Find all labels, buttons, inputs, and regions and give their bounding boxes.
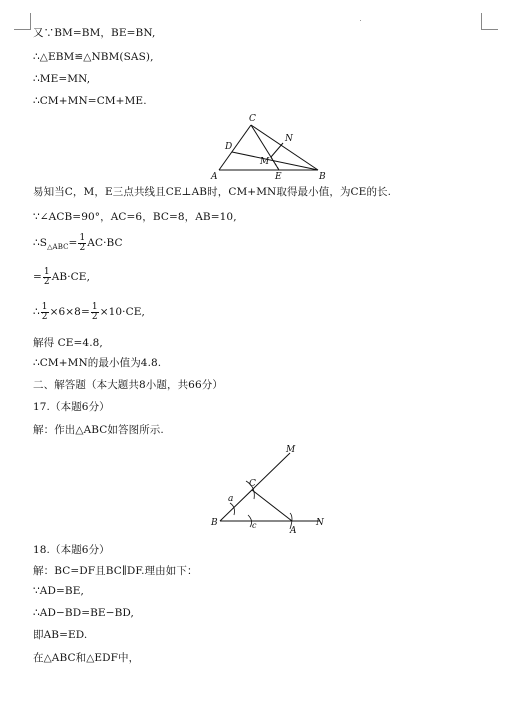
crop-mark-top-right bbox=[481, 13, 498, 30]
proof-line-7 bbox=[33, 233, 123, 257]
proof-line-10: 解得 CE=4.8, bbox=[33, 337, 103, 349]
fraction-denominator: 2 bbox=[43, 276, 50, 287]
eq-sign: = bbox=[33, 271, 42, 283]
fig2-label-a-vertex: A bbox=[290, 526, 297, 535]
area-equals: = bbox=[68, 237, 78, 249]
proof-line-6: ∵∠ACB=90°，AC=6，BC=8，AB=10, bbox=[33, 211, 237, 223]
section-heading: 二、解答题（本大题共8小题，共66分） bbox=[33, 379, 223, 391]
proof-line-9 bbox=[33, 302, 145, 322]
fig2-label-b: B bbox=[211, 518, 218, 528]
stray-dot bbox=[360, 20, 361, 21]
question-17-answer: 解：作出△ABC如答图所示. bbox=[33, 424, 164, 436]
triangle-figure-1 bbox=[205, 112, 330, 180]
fig2-label-n: N bbox=[316, 518, 324, 528]
fraction-denominator: 2 bbox=[91, 311, 98, 322]
proof-line-20: 在△ABC和△EDF中， bbox=[33, 652, 140, 664]
fraction-half bbox=[91, 303, 99, 322]
proof-line-18: ∴AD−BD=BE−BD, bbox=[33, 607, 134, 619]
question-17-heading: 17.（本题6分） bbox=[33, 401, 110, 413]
therefore-sign: ∴ bbox=[33, 306, 40, 318]
fraction-half bbox=[78, 234, 86, 253]
product-mid: ×6×8= bbox=[49, 306, 90, 318]
question-18-answer: 解：BC=DF且BC∥DF.理由如下： bbox=[33, 565, 198, 577]
area-s: ∴S bbox=[33, 237, 48, 249]
fraction-numerator: 1 bbox=[79, 232, 86, 243]
fig1-label-a: A bbox=[211, 172, 218, 180]
proof-line-5: 易知当C，M，E三点共线且CE⊥AB时，CM+MN取得最小值，为CE的长. bbox=[33, 186, 392, 198]
fig1-label-m: M bbox=[260, 157, 270, 167]
proof-line-3: ∴ME=MN, bbox=[33, 73, 91, 85]
proof-line-4: ∴CM+MN=CM+ME. bbox=[33, 95, 147, 107]
product-rhs: ×10·CE, bbox=[99, 306, 145, 318]
fig1-label-e: E bbox=[275, 172, 282, 180]
fig1-label-b: B bbox=[319, 172, 326, 180]
fraction-half bbox=[41, 303, 49, 322]
proof-line-11: ∴CM+MN的最小值为4.8. bbox=[33, 357, 162, 369]
fig1-label-c: C bbox=[249, 114, 256, 124]
fig1-label-d: D bbox=[225, 142, 233, 152]
proof-line-17: ∵AD=BE, bbox=[33, 585, 84, 597]
eq-rhs: AB·CE, bbox=[51, 271, 91, 283]
fraction-numerator: 1 bbox=[91, 301, 98, 312]
fig2-label-a: a bbox=[228, 494, 234, 504]
fig2-label-m: M bbox=[286, 445, 296, 455]
fig1-label-n: N bbox=[285, 134, 293, 144]
question-18-heading: 18.（本题6分） bbox=[33, 544, 110, 556]
construction-figure-2 bbox=[210, 443, 325, 535]
fig2-label-c: C bbox=[249, 479, 256, 489]
fraction-denominator: 2 bbox=[41, 311, 48, 322]
fig2-label-c-small: c bbox=[252, 521, 257, 530]
area-rhs: AC·BC bbox=[87, 237, 123, 249]
proof-line-19: 即AB=ED. bbox=[33, 629, 88, 641]
fraction-denominator: 2 bbox=[79, 242, 86, 253]
fraction-half bbox=[43, 268, 51, 287]
proof-line-2: ∴△EBM≌△NBM(SAS), bbox=[33, 51, 154, 63]
proof-line-8 bbox=[33, 267, 90, 287]
crop-mark-top-left bbox=[14, 13, 31, 30]
area-subscript: △ABC bbox=[47, 243, 69, 252]
fraction-numerator: 1 bbox=[43, 266, 50, 277]
fraction-numerator: 1 bbox=[41, 301, 48, 312]
proof-line-1: 又∵BM=BM，BE=BN, bbox=[33, 27, 156, 39]
